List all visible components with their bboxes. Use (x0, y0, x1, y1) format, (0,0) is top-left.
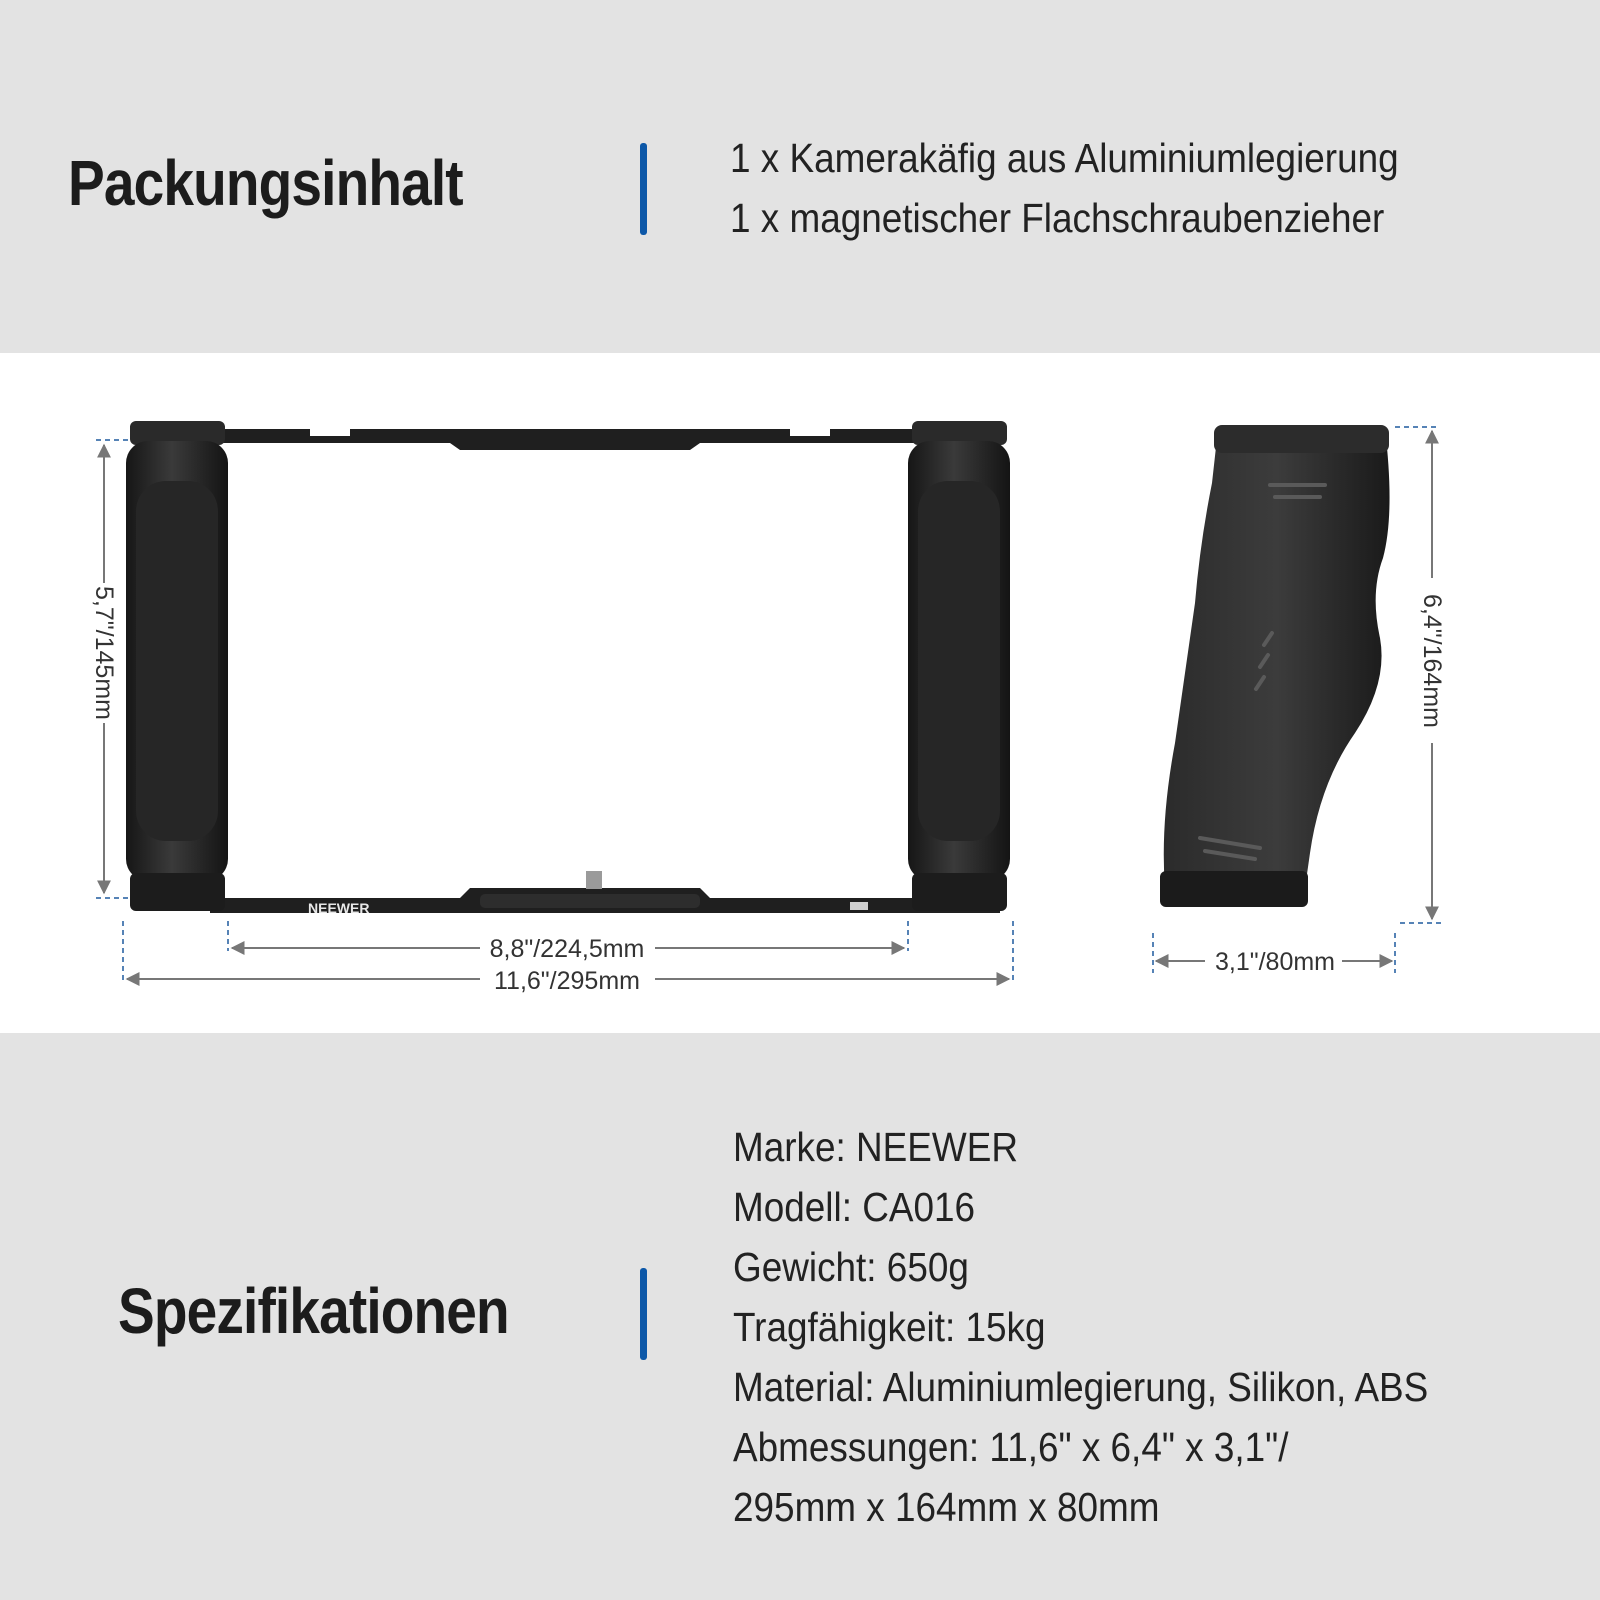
quick-release-plate (480, 894, 700, 908)
package-contents-heading: Packungsinhalt (68, 147, 463, 219)
accent-divider (640, 143, 647, 235)
cage-top-slot (790, 429, 830, 436)
spec-line: Material: Aluminiumlegierung, Silikon, ABS (733, 1364, 1429, 1410)
spec-line: Gewicht: 650g (733, 1244, 969, 1290)
handle-height-label: 6,4"/164mm (1418, 594, 1446, 728)
right-handle-foot (912, 873, 1007, 911)
cage-height-label: 5,7"/145mm (90, 586, 118, 720)
handle-depth-label: 3,1"/80mm (1214, 948, 1336, 976)
outer-width-label: 11,6"/295mm (494, 967, 640, 995)
spec-line: Abmessungen: 11,6" x 6,4" x 3,1"/ (733, 1424, 1289, 1470)
specifications-list (733, 1117, 1428, 1537)
handle-bottom-cap (1160, 871, 1308, 907)
right-grip-pad (918, 481, 1000, 841)
spec-line: Tragfähigkeit: 15kg (733, 1304, 1046, 1350)
specifications-heading: Spezifikationen (118, 1275, 509, 1347)
spec-line: 295mm x 164mm x 80mm (733, 1484, 1160, 1530)
camera-cage (126, 421, 1010, 916)
inner-width-label: 8,8"/224,5mm (489, 935, 645, 963)
handle-top-cap (1214, 425, 1389, 453)
cage-top-slot (310, 429, 350, 436)
cold-shoe-slot (850, 902, 868, 910)
side-handle (1160, 425, 1390, 907)
brand-logo: NEEWER (308, 900, 370, 916)
left-grip-pad (136, 481, 218, 841)
left-handle-foot (130, 873, 225, 911)
package-item: 1 x magnetischer Flachschraubenzieher (730, 195, 1385, 241)
package-item: 1 x Kamerakäfig aus Aluminiumlegierung (730, 135, 1399, 181)
spec-line: Marke: NEEWER (733, 1124, 1018, 1170)
product-dimension-drawing (0, 353, 1600, 1033)
package-contents-list (730, 128, 1399, 248)
accent-divider (640, 1268, 647, 1360)
spec-line: Modell: CA016 (733, 1184, 976, 1230)
mount-screw (586, 871, 602, 889)
